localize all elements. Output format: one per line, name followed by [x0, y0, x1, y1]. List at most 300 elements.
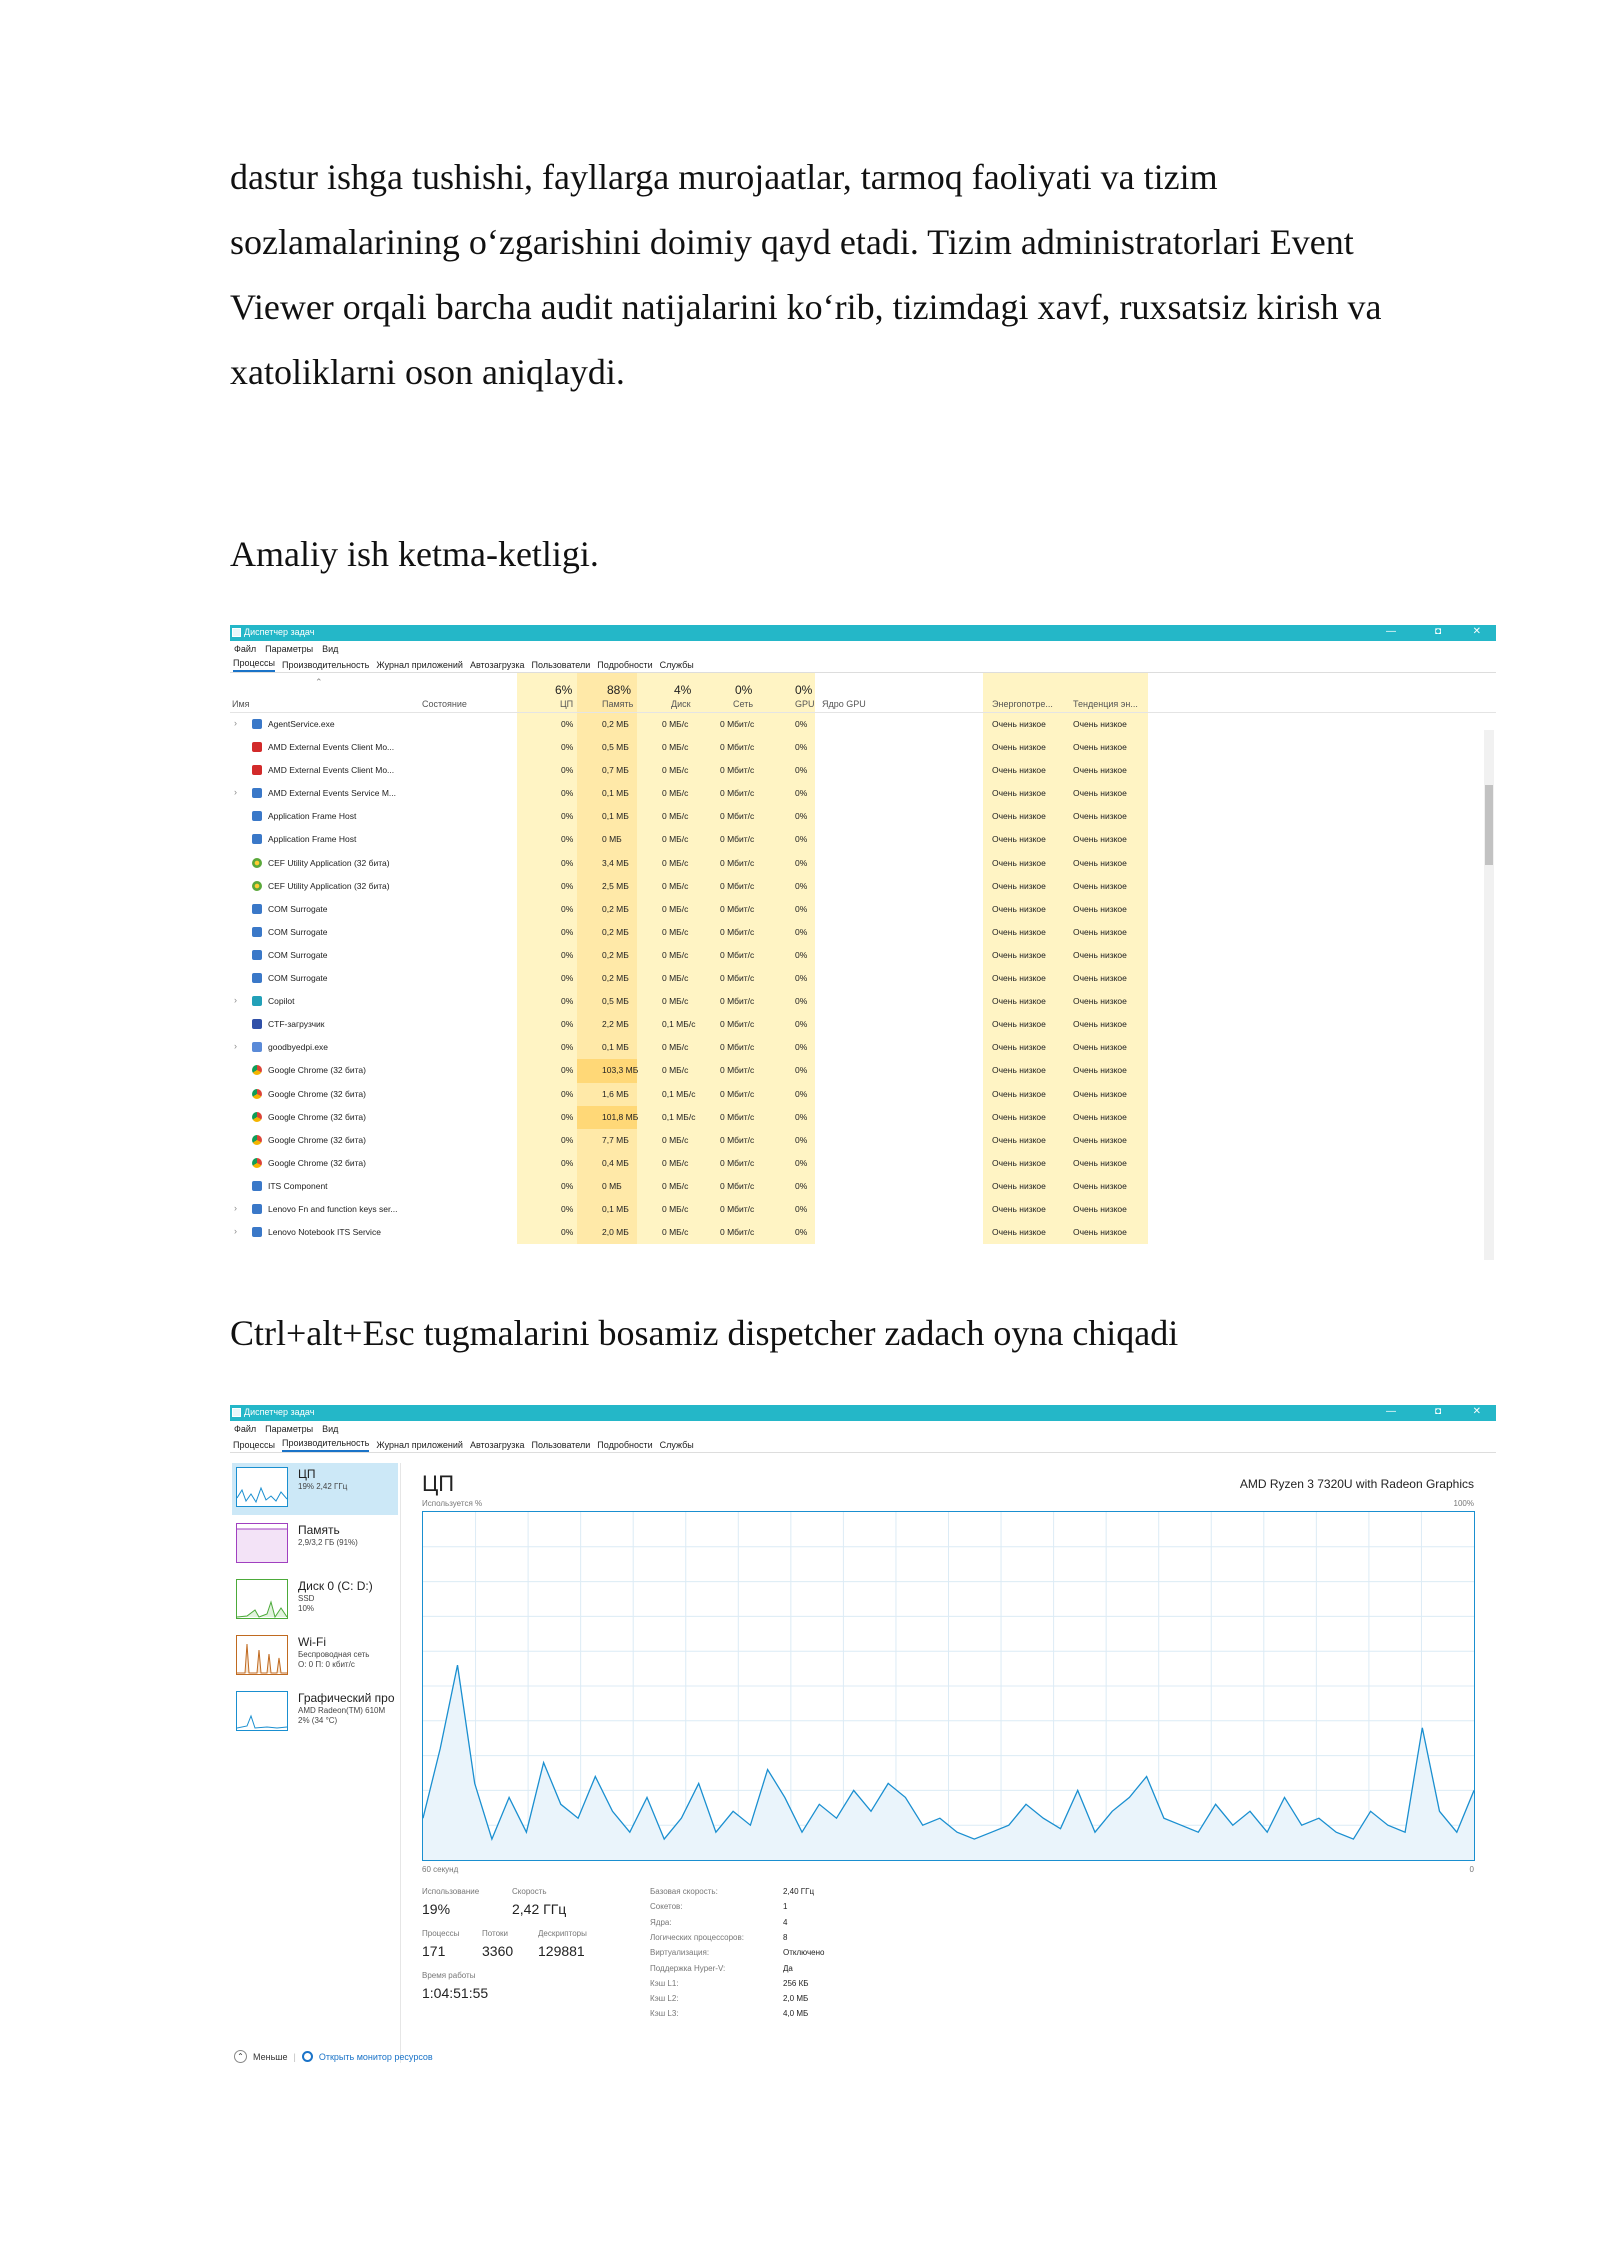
cpu-value: 0%	[561, 1157, 574, 1168]
gpu-value: 0%	[795, 1065, 808, 1076]
energy-value: Очень низкое	[992, 1111, 1046, 1122]
handles-value: 129881	[538, 1943, 585, 1959]
graph-zero-label: 0	[1469, 1865, 1474, 1874]
process-name: AMD External Events Service M...	[268, 788, 397, 799]
memory-value: 2,0 МБ	[602, 1227, 629, 1238]
cpu-value: 0%	[561, 880, 574, 891]
gpu-value: 0%	[795, 1203, 808, 1214]
detail-value: 8	[783, 1932, 788, 1942]
cpu-value: 0%	[561, 834, 574, 845]
disk-mini-graph	[236, 1579, 288, 1619]
memory-value: 0,1 МБ	[602, 1042, 629, 1053]
speed-header: Скорость	[512, 1887, 547, 1896]
table-header	[230, 673, 1496, 713]
gpu-value: 0%	[795, 1111, 808, 1122]
network-value: 0 Мбит/с	[720, 949, 755, 960]
disk-value: 0 МБ/с	[662, 1203, 689, 1214]
memory-value: 103,3 МБ	[602, 1065, 639, 1076]
tab-details[interactable]: Подробности	[597, 660, 653, 670]
energy-trend-value: Очень низкое	[1073, 1203, 1127, 1214]
energy-value: Очень низкое	[992, 1019, 1046, 1030]
memory-value: 0,2 МБ	[602, 926, 629, 937]
tab-services[interactable]: Службы	[659, 1440, 694, 1450]
cpu-value: 0%	[561, 1203, 574, 1214]
column-name[interactable]: Имя	[232, 699, 250, 709]
process-icon	[252, 1158, 262, 1168]
sidebar-item-name: Память	[298, 1523, 340, 1537]
energy-value: Очень низкое	[992, 1088, 1046, 1099]
process-name: Google Chrome (32 бита)	[268, 1111, 366, 1122]
network-value: 0 Мбит/с	[720, 1065, 755, 1076]
energy-trend-value: Очень низкое	[1073, 1088, 1127, 1099]
network-value: 0 Мбит/с	[720, 926, 755, 937]
memory-value: 0,1 МБ	[602, 1203, 629, 1214]
process-icon	[252, 788, 262, 798]
cpu-value: 0%	[561, 857, 574, 868]
disk-value: 0,1 МБ/с	[662, 1111, 696, 1122]
process-name: COM Surrogate	[268, 973, 328, 984]
cpu-mini-graph	[236, 1467, 288, 1507]
network-value: 0 Мбит/с	[720, 765, 755, 776]
energy-trend-value: Очень низкое	[1073, 1134, 1127, 1145]
cpu-value: 0%	[561, 1065, 574, 1076]
network-value: 0 Мбит/с	[720, 973, 755, 984]
cpu-usage-graph	[422, 1511, 1475, 1861]
detail-value: 4,0 МБ	[783, 2009, 809, 2019]
detail-label: Базовая скорость:	[650, 1887, 718, 1896]
cpu-value: 0%	[561, 1227, 574, 1238]
column-gpu-core[interactable]: Ядро GPU	[822, 699, 866, 709]
process-icon	[252, 904, 262, 914]
sort-chevron-icon[interactable]: ⌃	[315, 677, 323, 687]
network-value: 0 Мбит/с	[720, 903, 755, 914]
tab-startup[interactable]: Автозагрузка	[469, 1440, 525, 1450]
process-icon	[252, 1019, 262, 1029]
cpu-value: 0%	[561, 1019, 574, 1030]
sidebar-item-detail: SSD	[298, 1594, 315, 1603]
process-name: Copilot	[268, 996, 295, 1007]
cpu-value: 0%	[561, 973, 574, 984]
process-icon	[252, 927, 262, 937]
energy-trend-value: Очень низкое	[1073, 996, 1127, 1007]
detail-label: Поддержка Hyper-V:	[650, 1963, 726, 1973]
menu-options[interactable]: Параметры	[265, 643, 314, 654]
table-row[interactable]	[230, 875, 1496, 898]
memory-value: 1,6 МБ	[602, 1088, 629, 1099]
memory-value: 2,5 МБ	[602, 880, 629, 891]
disk-value: 0 МБ/с	[662, 1157, 689, 1168]
column-energy-trend[interactable]: Тенденция эн...	[1073, 699, 1138, 709]
expand-chevron-icon[interactable]: ›	[234, 718, 237, 728]
table-row[interactable]	[230, 944, 1496, 967]
cpu-value: 0%	[561, 788, 574, 799]
table-row[interactable]	[230, 759, 1496, 782]
energy-trend-value: Очень низкое	[1073, 742, 1127, 753]
energy-value: Очень низкое	[992, 1203, 1046, 1214]
menu-file[interactable]: Файл	[234, 1423, 257, 1434]
energy-value: Очень низкое	[992, 903, 1046, 914]
network-value: 0 Мбит/с	[720, 788, 755, 799]
energy-trend-value: Очень низкое	[1073, 765, 1127, 776]
detail-value: Да	[783, 1963, 793, 1973]
section-heading: Ctrl+alt+Esc tugmalarini bosamiz dispetcher zadach oyna chiqadi	[230, 1313, 1179, 1353]
graph-max-label: 100%	[1453, 1499, 1474, 1508]
energy-value: Очень низкое	[992, 926, 1046, 937]
tab-processes[interactable]: Процессы	[233, 1440, 276, 1450]
energy-trend-value: Очень низкое	[1073, 973, 1127, 984]
graph-usage-label: Используется %	[422, 1499, 483, 1508]
energy-trend-value: Очень низкое	[1073, 811, 1127, 822]
network-value: 0 Мбит/с	[720, 719, 755, 729]
process-icon	[252, 1042, 262, 1052]
cpu-value: 0%	[561, 926, 574, 937]
paragraph-line: sozlamalarining o‘zgarishini doimiy qayd etadi. Tizim administratorlari Event	[230, 222, 1354, 262]
memory-value: 0,5 МБ	[602, 742, 629, 753]
minimize-icon[interactable]: —	[1386, 626, 1396, 637]
network-value: 0 Мбит/с	[720, 811, 755, 822]
cpu-value: 0%	[561, 811, 574, 822]
gpu-value: 0%	[795, 973, 808, 984]
process-name: Google Chrome (32 бита)	[268, 1088, 366, 1099]
gpu-value: 0%	[795, 880, 808, 891]
wifi-mini-graph	[236, 1635, 288, 1675]
table-row[interactable]	[230, 805, 1496, 828]
gpu-value: 0%	[795, 1088, 808, 1099]
column-disk[interactable]: Диск	[671, 699, 691, 709]
sidebar-item-detail: AMD Radeon(TM) 610M	[298, 1706, 386, 1715]
process-name: Application Frame Host	[268, 811, 357, 822]
tab-users[interactable]: Пользователи	[531, 1440, 591, 1450]
fewer-details-link[interactable]: Меньше	[253, 2051, 288, 2062]
network-value: 0 Мбит/с	[720, 1134, 755, 1145]
tab-performance[interactable]: Производительность	[282, 660, 370, 670]
table-row[interactable]	[230, 1198, 1496, 1221]
paragraph-line: Viewer orqali barcha audit natijalarini ko‘rib, tizimdagi xavf, ruxsatsiz kirish va	[230, 287, 1382, 327]
energy-value: Очень низкое	[992, 1042, 1046, 1053]
table-row[interactable]	[230, 1013, 1496, 1036]
network-value: 0 Мбит/с	[720, 996, 755, 1007]
process-list	[230, 713, 1496, 1244]
gpu-value: 0%	[795, 996, 808, 1007]
disk-value: 0 МБ/с	[662, 1134, 689, 1145]
table-row[interactable]	[230, 990, 1496, 1013]
table-row[interactable]	[230, 736, 1496, 759]
handles-header: Дескрипторы	[538, 1929, 587, 1938]
energy-value: Очень низкое	[992, 857, 1046, 868]
gpu-value: 0%	[795, 857, 808, 868]
menu-view[interactable]: Вид	[322, 643, 339, 654]
column-network[interactable]: Сеть	[733, 699, 754, 709]
sidebar-item-wifi[interactable]	[232, 1631, 398, 1683]
energy-trend-value: Очень низкое	[1073, 719, 1127, 729]
energy-trend-value: Очень низкое	[1073, 926, 1127, 937]
maximize-icon[interactable]: ◘	[1434, 1406, 1441, 1417]
sidebar-item-detail: 2,9/3,2 ГБ (91%)	[298, 1538, 358, 1547]
energy-trend-value: Очень низкое	[1073, 857, 1127, 868]
column-status[interactable]: Состояние	[422, 699, 467, 709]
memory-value: 0 МБ	[602, 834, 622, 845]
gpu-value: 0%	[795, 949, 808, 960]
gpu-value: 0%	[795, 1157, 808, 1168]
table-row[interactable]	[230, 1083, 1496, 1106]
sidebar-item-name: Диск 0 (C: D:)	[298, 1579, 373, 1593]
energy-trend-value: Очень низкое	[1073, 1042, 1127, 1053]
column-energy[interactable]: Энергопотре...	[992, 699, 1053, 709]
paragraph-line: dastur ishga tushishi, fayllarga murojaatlar, tarmoq faoliyati va tizim	[230, 157, 1218, 197]
table-row[interactable]	[230, 1152, 1496, 1175]
sidebar-item-disk[interactable]	[232, 1575, 398, 1627]
minimize-icon[interactable]: —	[1386, 1406, 1396, 1417]
energy-value: Очень низкое	[992, 1227, 1046, 1238]
sidebar-item-detail: 2% (34 °C)	[298, 1716, 338, 1725]
sidebar-divider	[400, 1463, 401, 2063]
panel-title: ЦП	[422, 1471, 455, 1496]
process-icon	[252, 996, 262, 1006]
table-row[interactable]	[230, 1175, 1496, 1198]
disk-value: 0 МБ/с	[662, 926, 689, 937]
table-row[interactable]	[230, 828, 1496, 851]
detail-value: 256 КБ	[783, 1978, 809, 1988]
gpu-value: 0%	[795, 1180, 808, 1191]
cpu-value: 0%	[561, 1134, 574, 1145]
footer-separator: |	[293, 2051, 296, 2062]
disk-value: 0 МБ/с	[662, 834, 689, 845]
process-name: COM Surrogate	[268, 949, 328, 960]
gpu-value: 0%	[795, 1134, 808, 1145]
column-cpu[interactable]: ЦП	[560, 699, 574, 709]
tab-startup[interactable]: Автозагрузка	[469, 660, 525, 670]
process-name: CTF-загрузчик	[268, 1019, 325, 1030]
energy-value: Очень низкое	[992, 765, 1046, 776]
process-icon	[252, 719, 262, 729]
tab-app-history[interactable]: Журнал приложений	[376, 660, 463, 670]
memory-value: 0,4 МБ	[602, 1157, 629, 1168]
tab-users[interactable]: Пользователи	[531, 660, 591, 670]
energy-value: Очень низкое	[992, 1157, 1046, 1168]
memory-value: 0,2 МБ	[602, 973, 629, 984]
disk-value: 0 МБ/с	[662, 880, 689, 891]
processes-value: 171	[422, 1943, 446, 1959]
process-name: COM Surrogate	[268, 903, 328, 914]
column-network-total: 0%	[735, 683, 753, 697]
menu-file[interactable]: Файл	[234, 643, 257, 654]
cpu-value: 0%	[561, 996, 574, 1007]
energy-trend-value: Очень низкое	[1073, 1227, 1127, 1238]
process-name: Lenovo Fn and function keys ser...	[268, 1203, 398, 1214]
process-icon	[252, 765, 262, 775]
detail-label: Логических процессоров:	[650, 1932, 744, 1942]
detail-label: Виртуализация:	[650, 1948, 710, 1958]
table-row[interactable]	[230, 967, 1496, 990]
expand-chevron-icon[interactable]: ›	[234, 1202, 237, 1213]
resource-monitor-icon	[302, 2051, 313, 2062]
task-manager-icon	[232, 1408, 241, 1417]
energy-value: Очень низкое	[992, 880, 1046, 891]
sidebar-item-name: ЦП	[298, 1467, 316, 1481]
tab-app-history[interactable]: Журнал приложений	[376, 1440, 463, 1450]
sidebar-item-detail: Беспроводная сеть	[298, 1650, 370, 1659]
cpu-value: 0%	[561, 1088, 574, 1099]
process-icon	[252, 1227, 262, 1237]
expand-chevron-icon[interactable]: ›	[234, 1226, 237, 1237]
table-row[interactable]	[230, 852, 1496, 875]
disk-value: 0 МБ/с	[662, 949, 689, 960]
energy-value: Очень низкое	[992, 719, 1046, 729]
network-value: 0 Мбит/с	[720, 1157, 755, 1168]
detail-label: Ядра:	[650, 1917, 672, 1927]
task-manager-performance-screenshot	[230, 1405, 1496, 2085]
gpu-value: 0%	[795, 1227, 808, 1238]
network-value: 0 Мбит/с	[720, 834, 755, 845]
threads-header: Потоки	[482, 1929, 509, 1938]
disk-value: 0 МБ/с	[662, 788, 689, 799]
usage-value: 19%	[422, 1901, 451, 1917]
cpu-model: AMD Ryzen 3 7320U with Radeon Graphics	[1239, 1477, 1474, 1491]
gpu-value: 0%	[795, 765, 808, 776]
process-icon	[252, 881, 262, 891]
energy-value: Очень низкое	[992, 1065, 1046, 1076]
network-value: 0 Мбит/с	[720, 1111, 755, 1122]
disk-value: 0 МБ/с	[662, 973, 689, 984]
detail-value: 4	[783, 1917, 788, 1927]
disk-value: 0 МБ/с	[662, 742, 689, 753]
window-title: Диспетчер задач	[244, 1407, 315, 1417]
cpu-value: 0%	[561, 903, 574, 914]
table-row[interactable]	[230, 921, 1496, 944]
process-name: CEF Utility Application (32 бита)	[268, 880, 390, 891]
task-manager-icon	[232, 628, 241, 637]
gpu-value: 0%	[795, 719, 808, 729]
process-icon	[252, 950, 262, 960]
disk-value: 0 МБ/с	[662, 811, 689, 822]
energy-value: Очень низкое	[992, 1180, 1046, 1191]
process-name: Google Chrome (32 бита)	[268, 1065, 366, 1076]
disk-value: 0 МБ/с	[662, 996, 689, 1007]
memory-value: 0,1 МБ	[602, 811, 629, 822]
expand-chevron-icon[interactable]: ›	[234, 995, 237, 1006]
column-cpu-total: 6%	[555, 683, 573, 697]
vertical-scrollbar[interactable]	[1484, 730, 1494, 1260]
network-value: 0 Мбит/с	[720, 1088, 755, 1099]
energy-trend-value: Очень низкое	[1073, 1180, 1127, 1191]
disk-value: 0,1 МБ/с	[662, 1019, 696, 1030]
cpu-value: 0%	[561, 1111, 574, 1122]
table-row[interactable]	[230, 1059, 1496, 1082]
footer-bar	[234, 2050, 433, 2063]
network-value: 0 Мбит/с	[720, 1180, 755, 1191]
tab-processes[interactable]: Процессы	[233, 658, 275, 672]
network-value: 0 Мбит/с	[720, 1019, 755, 1030]
energy-trend-value: Очень низкое	[1073, 880, 1127, 891]
cpu-value: 0%	[561, 1180, 574, 1191]
sidebar-item-gpu[interactable]	[232, 1687, 398, 1739]
tab-performance[interactable]: Производительность	[282, 1438, 369, 1452]
column-memory[interactable]: Память	[602, 699, 634, 709]
energy-value: Очень низкое	[992, 996, 1046, 1007]
process-name: CEF Utility Application (32 бита)	[268, 857, 390, 868]
sidebar-item-name: Графический про	[298, 1691, 395, 1705]
expand-chevron-icon[interactable]: ›	[234, 787, 237, 798]
memory-value: 0,2 МБ	[602, 903, 629, 914]
gpu-value: 0%	[795, 811, 808, 822]
cpu-value: 0%	[561, 765, 574, 776]
cpu-value: 0%	[561, 949, 574, 960]
chevron-up-icon[interactable]: ⌃	[234, 2050, 247, 2063]
memory-value: 0,2 МБ	[602, 719, 629, 729]
table-row[interactable]	[230, 898, 1496, 921]
column-memory-total: 88%	[607, 683, 632, 697]
sidebar-item-memory[interactable]	[232, 1519, 398, 1571]
disk-value: 0 МБ/с	[662, 765, 689, 776]
process-name: Google Chrome (32 бита)	[268, 1134, 366, 1145]
sidebar-item-detail: О: 0 П: 0 кбит/с	[298, 1660, 355, 1669]
table-row[interactable]	[230, 782, 1496, 805]
scrollbar-thumb[interactable]	[1485, 785, 1493, 865]
tab-services[interactable]: Службы	[659, 660, 694, 670]
tab-bar	[230, 656, 1496, 673]
expand-chevron-icon[interactable]: ›	[234, 1041, 237, 1052]
disk-value: 0 МБ/с	[662, 857, 689, 868]
menu-view[interactable]: Вид	[322, 1423, 339, 1434]
process-icon	[252, 834, 262, 844]
memory-value: 101,8 МБ	[602, 1111, 639, 1122]
table-row[interactable]	[230, 1106, 1496, 1129]
sidebar-item-detail: 19% 2,42 ГГц	[298, 1482, 348, 1491]
processes-header: Процессы	[422, 1929, 460, 1938]
process-name: COM Surrogate	[268, 926, 328, 937]
memory-value: 0,7 МБ	[602, 765, 629, 776]
process-icon	[252, 811, 262, 821]
process-name: AgentService.exe	[268, 719, 335, 729]
process-icon	[252, 1181, 262, 1191]
table-row[interactable]	[230, 1036, 1496, 1059]
speed-value: 2,42 ГГц	[512, 1901, 567, 1917]
menu-bar	[230, 1421, 1496, 1436]
detail-label: Сокетов:	[650, 1902, 683, 1912]
energy-value: Очень низкое	[992, 788, 1046, 799]
column-gpu[interactable]: GPU	[795, 699, 815, 709]
cpu-value: 0%	[561, 742, 574, 753]
gpu-mini-graph	[236, 1691, 288, 1731]
menu-options[interactable]: Параметры	[265, 1423, 314, 1434]
table-row[interactable]	[230, 1129, 1496, 1152]
close-icon[interactable]: ✕	[1472, 626, 1481, 637]
close-icon[interactable]: ✕	[1472, 1406, 1481, 1417]
detail-value: Отключено	[783, 1948, 825, 1958]
process-icon	[252, 858, 262, 868]
detail-value: 2,40 ГГц	[783, 1887, 815, 1896]
memory-value: 0,1 МБ	[602, 788, 629, 799]
energy-trend-value: Очень низкое	[1073, 903, 1127, 914]
detail-label: Кэш L1:	[650, 1978, 679, 1988]
tab-details[interactable]: Подробности	[597, 1440, 653, 1450]
process-name: AMD External Events Client Mo...	[268, 742, 395, 753]
window-title: Диспетчер задач	[244, 627, 315, 637]
energy-trend-value: Очень низкое	[1073, 1157, 1127, 1168]
open-resource-monitor-link[interactable]: Открыть монитор ресурсов	[318, 2051, 433, 2062]
detail-value: 1	[783, 1902, 788, 1912]
sidebar-item-cpu[interactable]	[232, 1463, 398, 1515]
energy-value: Очень низкое	[992, 973, 1046, 984]
cpu-usage-chart	[423, 1512, 1474, 1860]
table-row[interactable]	[230, 1221, 1496, 1244]
uptime-header: Время работы	[422, 1971, 476, 1980]
energy-trend-value: Очень низкое	[1073, 834, 1127, 845]
window-titlebar	[230, 1405, 1496, 1421]
memory-value: 2,2 МБ	[602, 1019, 629, 1030]
maximize-icon[interactable]: ◘	[1434, 626, 1441, 637]
table-row[interactable]	[230, 713, 1496, 736]
